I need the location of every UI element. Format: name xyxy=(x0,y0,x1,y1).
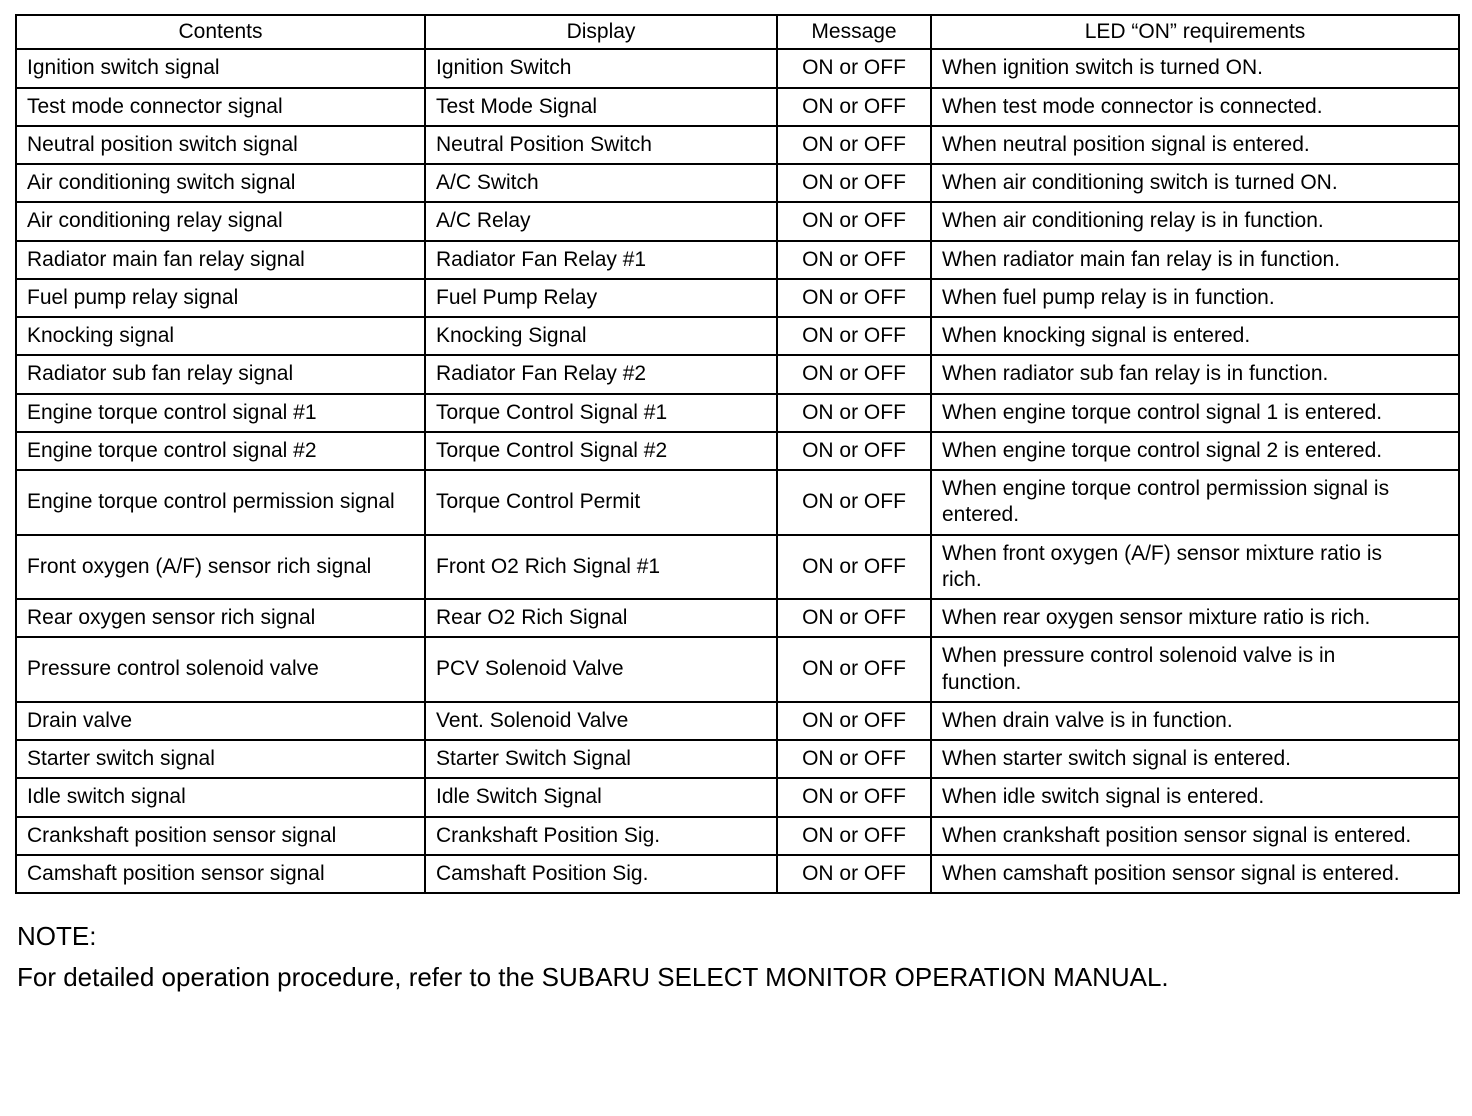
cell-led-requirement: When starter switch signal is entered. xyxy=(931,740,1459,778)
note-label: NOTE: xyxy=(17,921,97,951)
cell-display: Torque Control Signal #2 xyxy=(425,432,777,470)
cell-message: ON or OFF xyxy=(777,164,931,202)
cell-display: A/C Relay xyxy=(425,202,777,240)
cell-display: Radiator Fan Relay #2 xyxy=(425,355,777,393)
cell-led-requirement: When idle switch signal is entered. xyxy=(931,778,1459,816)
cell-display: Radiator Fan Relay #1 xyxy=(425,241,777,279)
cell-led-requirement: When camshaft position sensor signal is entered. xyxy=(931,855,1459,893)
cell-message: ON or OFF xyxy=(777,817,931,855)
cell-message: ON or OFF xyxy=(777,355,931,393)
cell-message: ON or OFF xyxy=(777,855,931,893)
cell-display: Vent. Solenoid Valve xyxy=(425,702,777,740)
cell-display: Camshaft Position Sig. xyxy=(425,855,777,893)
cell-message: ON or OFF xyxy=(777,637,931,702)
table-row xyxy=(16,702,1459,740)
table-row xyxy=(16,470,1459,535)
cell-contents: Engine torque control signal #1 xyxy=(16,394,425,432)
cell-message: ON or OFF xyxy=(777,599,931,637)
cell-contents: Drain valve xyxy=(16,702,425,740)
cell-message: ON or OFF xyxy=(777,394,931,432)
table-row xyxy=(16,855,1459,893)
cell-led-requirement: When radiator sub fan relay is in function. xyxy=(931,355,1459,393)
cell-led-requirement: When engine torque control permission signal is entered. xyxy=(931,470,1459,535)
cell-led-requirement: When radiator main fan relay is in function. xyxy=(931,241,1459,279)
table-row xyxy=(16,432,1459,470)
table-row xyxy=(16,637,1459,702)
cell-display: Rear O2 Rich Signal xyxy=(425,599,777,637)
cell-contents: Test mode connector signal xyxy=(16,88,425,126)
cell-led-requirement: When neutral position signal is entered. xyxy=(931,126,1459,164)
note-text: For detailed operation procedure, refer to the SUBARU SELECT MONITOR OPERATION MANUAL. xyxy=(17,961,1169,992)
cell-message: ON or OFF xyxy=(777,317,931,355)
header-led-requirements: LED “ON” requirements xyxy=(931,15,1459,49)
cell-contents: Ignition switch signal xyxy=(16,49,425,87)
header-display: Display xyxy=(425,15,777,49)
cell-led-requirement: When ignition switch is turned ON. xyxy=(931,49,1459,87)
cell-contents: Crankshaft position sensor signal xyxy=(16,817,425,855)
cell-contents: Radiator main fan relay signal xyxy=(16,241,425,279)
table-row xyxy=(16,279,1459,317)
cell-display: Fuel Pump Relay xyxy=(425,279,777,317)
cell-display: Knocking Signal xyxy=(425,317,777,355)
cell-display: Ignition Switch xyxy=(425,49,777,87)
cell-contents: Engine torque control permission signal xyxy=(16,470,425,535)
cell-led-requirement: When crankshaft position sensor signal is entered. xyxy=(931,817,1459,855)
note-section xyxy=(17,920,1458,993)
cell-contents: Idle switch signal xyxy=(16,778,425,816)
table-row xyxy=(16,740,1459,778)
cell-message: ON or OFF xyxy=(777,202,931,240)
cell-contents: Starter switch signal xyxy=(16,740,425,778)
signal-table xyxy=(15,14,1460,894)
cell-message: ON or OFF xyxy=(777,740,931,778)
table-row xyxy=(16,202,1459,240)
header-message: Message xyxy=(777,15,931,49)
table-row xyxy=(16,317,1459,355)
table-row xyxy=(16,355,1459,393)
cell-led-requirement: When test mode connector is connected. xyxy=(931,88,1459,126)
cell-display: A/C Switch xyxy=(425,164,777,202)
cell-led-requirement: When fuel pump relay is in function. xyxy=(931,279,1459,317)
cell-display: Front O2 Rich Signal #1 xyxy=(425,535,777,600)
cell-display: Torque Control Permit xyxy=(425,470,777,535)
cell-display: Torque Control Signal #1 xyxy=(425,394,777,432)
cell-display: Starter Switch Signal xyxy=(425,740,777,778)
cell-message: ON or OFF xyxy=(777,126,931,164)
cell-message: ON or OFF xyxy=(777,49,931,87)
cell-message: ON or OFF xyxy=(777,778,931,816)
cell-message: ON or OFF xyxy=(777,432,931,470)
cell-contents: Fuel pump relay signal xyxy=(16,279,425,317)
cell-contents: Front oxygen (A/F) sensor rich signal xyxy=(16,535,425,600)
cell-contents: Neutral position switch signal xyxy=(16,126,425,164)
header-contents: Contents xyxy=(16,15,425,49)
cell-led-requirement: When drain valve is in function. xyxy=(931,702,1459,740)
table-row xyxy=(16,599,1459,637)
table-row xyxy=(16,164,1459,202)
cell-message: ON or OFF xyxy=(777,88,931,126)
cell-message: ON or OFF xyxy=(777,470,931,535)
table-row xyxy=(16,394,1459,432)
cell-contents: Camshaft position sensor signal xyxy=(16,855,425,893)
cell-message: ON or OFF xyxy=(777,702,931,740)
cell-display: Test Mode Signal xyxy=(425,88,777,126)
cell-contents: Radiator sub fan relay signal xyxy=(16,355,425,393)
table-header-row xyxy=(16,15,1459,49)
cell-led-requirement: When pressure control solenoid valve is in function. xyxy=(931,637,1459,702)
table-row xyxy=(16,778,1459,816)
cell-contents: Knocking signal xyxy=(16,317,425,355)
cell-message: ON or OFF xyxy=(777,535,931,600)
table-row xyxy=(16,49,1459,87)
cell-contents: Engine torque control signal #2 xyxy=(16,432,425,470)
cell-led-requirement: When air conditioning switch is turned ON. xyxy=(931,164,1459,202)
cell-contents: Air conditioning relay signal xyxy=(16,202,425,240)
cell-led-requirement: When rear oxygen sensor mixture ratio is rich. xyxy=(931,599,1459,637)
table-row xyxy=(16,535,1459,600)
cell-contents: Pressure control solenoid valve xyxy=(16,637,425,702)
cell-display: PCV Solenoid Valve xyxy=(425,637,777,702)
cell-contents: Rear oxygen sensor rich signal xyxy=(16,599,425,637)
cell-display: Crankshaft Position Sig. xyxy=(425,817,777,855)
cell-display: Neutral Position Switch xyxy=(425,126,777,164)
cell-led-requirement: When front oxygen (A/F) sensor mixture ratio is rich. xyxy=(931,535,1459,600)
table-row xyxy=(16,88,1459,126)
table-row xyxy=(16,817,1459,855)
cell-led-requirement: When air conditioning relay is in function. xyxy=(931,202,1459,240)
table-row xyxy=(16,241,1459,279)
cell-led-requirement: When engine torque control signal 1 is entered. xyxy=(931,394,1459,432)
table-row xyxy=(16,126,1459,164)
cell-led-requirement: When engine torque control signal 2 is entered. xyxy=(931,432,1459,470)
cell-display: Idle Switch Signal xyxy=(425,778,777,816)
cell-message: ON or OFF xyxy=(777,279,931,317)
cell-message: ON or OFF xyxy=(777,241,931,279)
cell-contents: Air conditioning switch signal xyxy=(16,164,425,202)
cell-led-requirement: When knocking signal is entered. xyxy=(931,317,1459,355)
